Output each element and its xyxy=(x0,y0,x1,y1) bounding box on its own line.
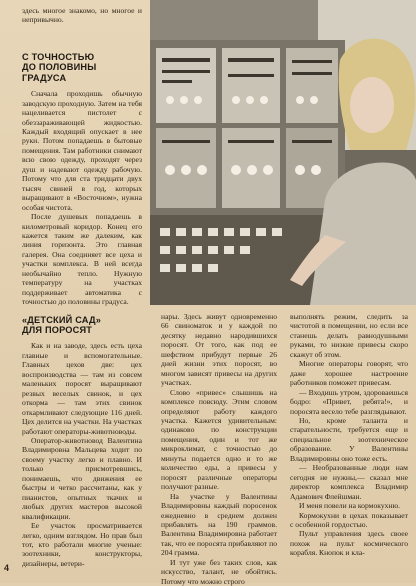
paragraph: выполнять режим, следить за чистотой в помещении, но если все станешь делать равнодушными руками, то низкие привесы скоро скажут об этом. xyxy=(290,312,408,359)
paragraph: нары. Здесь живут одновременно 66 свиноматок и у каждой по десятку недавно народившихся поросят. От того, как под ее шефством прибудут первые 26 дней жизни этих поросят, во многом зависят привесы на других участках. xyxy=(161,312,277,388)
paragraph: Слово «привес» слышишь на комплексе повсюду. Этим словом определяют работу каждого участка. Кажется удивительным: одинаково по конструкции помещения, один и тот же микроклимат, с точностью до минуты подается одно и то же количество еды, а привесы у поросят различные операторы получают разные. xyxy=(161,387,277,492)
paragraph: И меня повели на кормокухню. xyxy=(299,501,401,511)
section-heading-kindergarten-line2: ДЛЯ ПОРОСЯТ xyxy=(22,325,93,336)
lead-text: здесь многое знакомо, но многое и непривычно. xyxy=(22,6,142,25)
paragraph: Пульт управления здесь своее похож на пульт космического корабля. Кнопок и кла- xyxy=(290,529,408,558)
paragraph: И тут уже без таких слов, как искусство, талант, не обойтись. Потому что можно строго xyxy=(161,557,277,586)
middle-column xyxy=(161,312,277,586)
paragraph: Как и на заводе, здесь есть цеха главные и вспомогательные. Главных цехов две: цех воспроизводства — там из совсем маленьких поросят выращивают резвых веселых свинок, и цех откорма — там этих свинок откармливают следующие 116 дней. Цех делится на участки. На участках работают операторы-животноводы. xyxy=(22,341,142,436)
section-heading-precision-line1: С ТОЧНОСТЬЮ xyxy=(22,52,95,62)
paragraph: Ее участок просматривается легко, одним взглядом. Но прав был тот, кто работали многие ученые: зоотехники, конструкторы, дизайнеры, ветери- xyxy=(22,521,142,568)
right-column xyxy=(290,312,408,558)
control-panel-photo xyxy=(150,0,416,305)
section-heading-precision-line2: ДО ПОЛОВИНЫ xyxy=(22,62,97,73)
page-number: 4 xyxy=(4,563,10,573)
section-heading-kindergarten-line1: «ДЕТСКИЙ САД» xyxy=(22,314,102,325)
paragraph: Сначала проходишь обычную заводскую проходную. Затем на тебя нацеливается пистолет с обеззараживающей жидкостью. Каждый входящий опускает в нее руки. Потом попадаешь в бытовые помещения. Там работники снимают всю свою одежду, проходят через душ и надевают одежду рабочую. Потому что для ста тридцати двух тысяч свиней в год, которых выращивают в «Восточном», нужна особая чистота. xyxy=(22,89,142,212)
section-heading-precision-line3: ГРАДУСА xyxy=(22,72,67,83)
lead-column xyxy=(22,6,142,25)
left-column xyxy=(22,52,142,568)
paragraph: На участке у Валентины Владимировны каждый поросенок ежедневно в среднем должен прибавлять на 190 граммов. Валентина Владимировна работает так, что ее поросята прибавляют по 204 грамма. xyxy=(161,491,277,558)
paragraph: Но, кроме таланта и старательности, требуется еще и специальное зоотехническое образование. У Валентины Владимировны оно тоже есть. xyxy=(290,415,408,463)
section-heading-kindergarten xyxy=(22,315,142,336)
paragraph: — Необразованные люди нам сегодня не нужны,— сказал мне директор комплекса Владимир Адамович Флейшман. xyxy=(290,463,408,501)
paragraph: Многие операторы говорят, что даже хорошее настроение работников поможет привесам. xyxy=(290,359,408,388)
paragraph: — Входишь утром, здороваешься бодро: «Привет, ребята!», и поросята весело тебе разглядывают. xyxy=(290,387,408,416)
paragraph: Оператор-животновод Валентина Владимировна Мальцева ходит по своему участку легко и плавно. И только присмотревшись, понимаешь, что движения ее быстры и четко рассчитаны, как у пианистов, опытных ткачих и любых других мастеров высокой квалификации. xyxy=(22,435,142,521)
paragraph: Кормокухни в цехах показывает с особенной гордостью. xyxy=(290,510,408,529)
section-heading-precision xyxy=(22,52,142,83)
paragraph: После душевых попадаешь в километровый коридор. Конец его кажется таким же далеким, как линия горизонта. Это главная галерея. Она соединяет все цеха и участки комплекса. В ней всегда необычайно тепло. Нужную температуру на участках поддерживает автоматика с точностью до половины градуса. xyxy=(22,212,142,307)
